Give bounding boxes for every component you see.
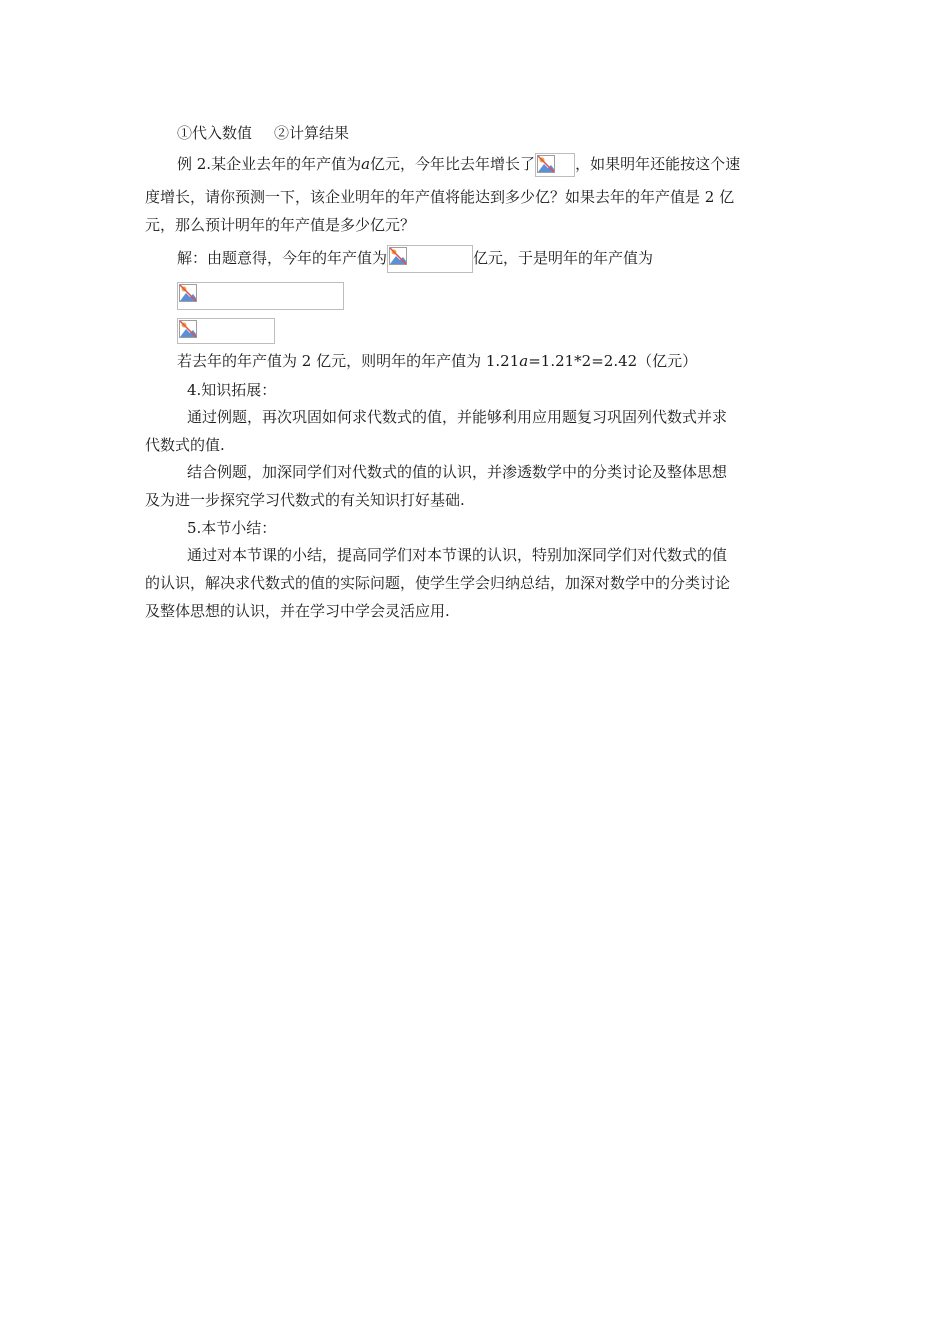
section4-p1-line1: 通过例题，再次巩固如何求代数式的值，并能够利用应用题复习巩固列代数式并求 bbox=[187, 408, 728, 426]
example2-text-c: ，如果明年还能按这个速 bbox=[575, 155, 741, 173]
broken-image-icon bbox=[389, 247, 407, 265]
section5-line3: 及整体思想的认识，并在学习中学会灵活应用. bbox=[145, 602, 450, 620]
section5-heading: 5.本节小结： bbox=[187, 519, 277, 537]
solution-line4 bbox=[177, 351, 697, 371]
section5-line2: 的认识，解决求代数式的值的实际问题，使学生学会归纳总结，加深对数学中的分类讨论 bbox=[145, 574, 731, 592]
broken-image-icon bbox=[179, 284, 197, 302]
solution-text-d: =1.21*2=2.42（亿元） bbox=[528, 352, 698, 370]
solution-text-a: 解：由题意得，今年的年产值为 bbox=[177, 249, 388, 267]
step-1-text: ①代入数值 bbox=[177, 124, 253, 142]
broken-image-icon bbox=[179, 320, 197, 338]
formula-image-placeholder bbox=[535, 153, 575, 177]
step-2-text: ②计算结果 bbox=[274, 124, 350, 142]
variable-a: a bbox=[361, 155, 371, 173]
example2-text-a: 例 2.某企业去年的年产值为 bbox=[177, 155, 362, 173]
formula-image-placeholder bbox=[387, 245, 473, 273]
section4-heading: 4.知识拓展： bbox=[187, 381, 277, 399]
example2-line1 bbox=[177, 153, 740, 177]
example2-text-b: 亿元，今年比去年增长了 bbox=[370, 155, 536, 173]
example2-line2: 度增长，请你预测一下，该企业明年的年产值将能达到多少亿？如果去年的年产值是 2 亿 bbox=[145, 188, 735, 206]
section4-p2-line1: 结合例题，加深同学们对代数式的值的认识，并渗透数学中的分类讨论及整体思想 bbox=[187, 463, 728, 481]
solution-text-c: 若去年的年产值为 2 亿元，则明年的年产值为 1.21 bbox=[177, 352, 520, 370]
formula-image-placeholder bbox=[177, 318, 275, 344]
section5-line1: 通过对本节课的小结，提高同学们对本节课的认识，特别加深同学们对代数式的值 bbox=[187, 546, 728, 564]
broken-image-icon bbox=[537, 155, 555, 173]
section4-p1-line2: 代数式的值. bbox=[145, 436, 225, 454]
solution-text-b: 亿元，于是明年的年产值为 bbox=[473, 249, 654, 267]
variable-a: a bbox=[519, 352, 529, 370]
formula-image-placeholder bbox=[177, 282, 344, 310]
steps-line bbox=[177, 123, 349, 143]
section4-p2-line2: 及为进一步探究学习代数式的有关知识打好基础. bbox=[145, 491, 465, 509]
example2-line3: 元，那么预计明年的年产值是多少亿元？ bbox=[145, 216, 416, 234]
solution-line1 bbox=[177, 245, 653, 273]
